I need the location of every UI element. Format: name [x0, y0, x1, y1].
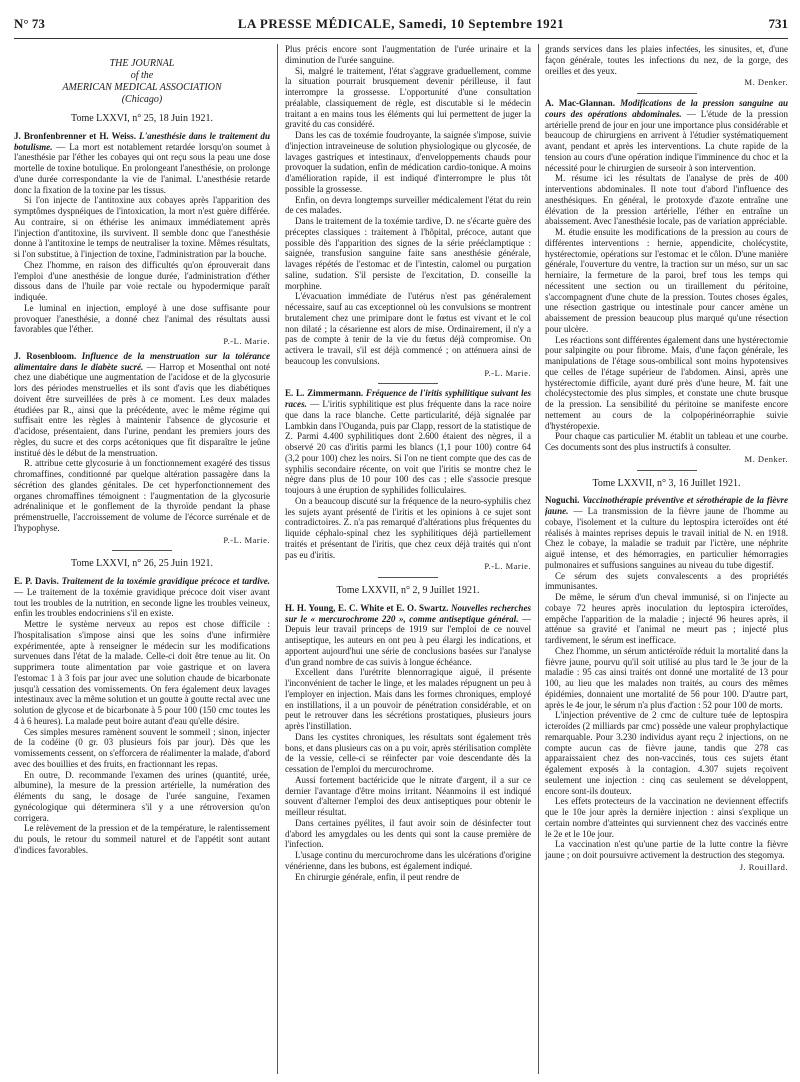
- column-middle: [285, 44, 531, 1076]
- abstract-paragraph: Les réactions sont différentes également dans une hystérectomie pour salpingite ou pour fibrome. Mais, d'une façon générale, les manipulations de l'étage sous-ombilical sont moins hypotensives que celles de l'étage supérieur de l'abdomen. Ainsi, après une hystérectomie difficile, ayant duré près d'une heure, M. fait une cholécystectomie des plus simples, et constate une chute brusque de la pression. La sensibilité du péritoine se manifeste encore nettement au cours de la colpopérinéorraphie suivie d'hystéropexie.: [545, 334, 788, 431]
- abstract-paragraph: Excellent dans l'urétrite blennorragique aiguë, il présente l'inconvénient de tacher le linge, et les malades répugnent un peu à l'employer en injection. Mais dans les formes chroniques, employé en instillations, il a un pouvoir de pénétration considérable, et on peut le retrouver dans les sécrétions prostatiques, plusieurs jours après l'instillation.: [285, 667, 531, 731]
- issue-number: N° 73: [14, 16, 45, 31]
- abstract-continuation: [285, 44, 531, 378]
- abstract-paragraph: Ces simples mesures ramènent souvent le sommeil ; sinon, injecter de la codéine (0 gr. 03 plusieurs fois par jour). Dès que les vomissements cessent, on s'efforcera de réalimenter la malade, d'abord avec des bouillies et des fruits, en fractionnant les repas.: [14, 726, 270, 769]
- journal-title: LA PRESSE MÉDICALE, Samedi, 10 Septembre 1921: [237, 16, 565, 31]
- abstract: [285, 388, 531, 572]
- reviewer-signature: M. Denker.: [744, 77, 788, 88]
- journal-line: of the: [130, 70, 154, 81]
- column-right: [545, 44, 788, 1076]
- abstract-authors: J. Rosenbloom.: [14, 350, 77, 361]
- reviewer-signature: P.-L. Marie.: [484, 367, 531, 378]
- abstract-paragraph: Plus précis encore sont l'augmentation de l'urée urinaire et la diminution de l'urée sanguine.: [285, 44, 531, 65]
- abstract-paragraph: Chez l'homme, un sérum antictéroïde réduit la mortalité dans la fièvre jaune, pourvu qu'il soit utilisé au plus tard le 3e jour de la maladie : 95 cas ainsi traités ont donné une mortalité de 13 pour 100, au lieu que les malades non traités, au cours des mêmes épidémies, donnaient une mortalité de 56 pour 100. D'autre part, après le 4e jour, le sérum n'a plus d'action : 52 pour 100 de morts.: [545, 645, 788, 710]
- abstract-paragraph: Si l'on injecte de l'antitoxine aux cobayes après l'apparition des symptômes dyspnéiques de l'intoxication, la mort n'est guère différée. Au contraire, si on éthérise les animaux immédiatement après l'injection d'antitoxine, ils survivent. Il semble donc que l'anesthésie donne à l'antitoxine le temps de neutraliser la toxine. Mêmes résultats, si l'on substitue, à l'injection de toxine, l'administration par la bouche.: [14, 195, 270, 259]
- abstract-text: — Depuis leur travail princeps de 1919 sur l'emploi de ce nouvel antiseptique, les auteurs en ont peu à peu élargi les indications, et apportent aujourd'hui une série de conclusions basées sur l'analyse d'un grand nombre de cas suivis à longue échéance.: [285, 613, 531, 667]
- abstract-paragraph: On a beaucoup discuté sur la fréquence de la neuro-syphilis chez les sujets ayant présenté de l'iritis et les opinions à ce sujet sont contradictoires. Z. n'a pas remarqué d'altérations plus fréquentes du liquide céphalo-spinal chez les syphilitiques déjà partiellement traités et présentant de l'iritis, que chez ceux déjà traités qui n'ont pas eu d'iritis.: [285, 495, 531, 560]
- column-divider: [277, 44, 278, 1074]
- abstract: [545, 495, 788, 872]
- abstract-text: — L'étude de la pression artérielle prend de jour en jour une importance plus considérable et beaucoup de chirurgiens en arrivent à l'étudier systématiquement avant, pendant et après les interventions. La chute rapide de la tension au cours d'une opération indique l'imminence du choc et la nécessité pour le chirurgien de surseoir à son intervention.: [545, 108, 788, 173]
- abstract-paragraph: Dans le traitement de la toxémie tardive, D. ne s'écarte guère des préceptes classiques : traitement à l'hôpital, précoce, autant que possible dès l'apparition des signes de la série prééclamptique : saignée, transfusion sanguine faite sans anesthésie générale, lavages répétés de l'estomac et de l'intestin, calomel ou purgation saline, sudation. S'il persiste de l'excitation, D. conseille la morphine.: [285, 216, 531, 291]
- abstract-title: Traitement de la toxémie gravidique précoce et tardive.: [61, 576, 270, 586]
- section-rule: [637, 93, 697, 94]
- abstract-text: — La mort est notablement retardée lorsqu'on soumet à l'anesthésie par l'éther les cobayes qui ont reçu sous la peau une dose mortelle de toxine botulique. En prolongeant l'anesthésie, on prolonge d'une durée correspondante la vie de l'animal. L'anesthésie retarde donc la fixation de la toxine par les tissus.: [14, 141, 270, 195]
- volume-heading: Tome LXXVI, n° 25, 18 Juin 1921.: [71, 113, 213, 124]
- abstract-paragraph: De même, le sérum d'un cheval immunisé, si on l'injecte au cobaye 72 heures après inoculation du leptospira icteroïdes, empêche l'apparition de la maladie ; injecté 96 heures après, il atténue sa gravité et l'animal ne meurt pas ; injecté plus tardivement, le sérum est inefficace.: [545, 592, 788, 645]
- abstract-paragraph: Chez l'homme, en raison des difficultés qu'on éprouverait dans l'emploi d'une anesthésie de longue durée, l'administration d'éther dissous dans de l'huile par voie rectale ou hypodermique paraît indiquée.: [14, 259, 270, 302]
- abstract: [14, 131, 270, 347]
- abstract-paragraph: Le luminal en injection, employé à une dose suffisante pour provoquer l'anesthésie, a donné chez l'animal des résultats aussi favorables que l'éther.: [14, 302, 270, 335]
- abstract-text: — Harrop et Mosenthal ont noté chez une diabétique une augmentation de l'acidose et de la glycosurie lors des périodes menstruelles et ils sont d'avis que les diabétiques doivent être surveillées de près à ce moment. Les deux malades étudiées par R., ainsi que la précédente, avec le même régime qui suffisait entre les règles à maintenir l'absence de glycosurie et d'acidose, présentaient, dans l'urine, pendant les premiers jours des règles, du sucre et des corps acétoniques que fit disparaître le jeûne institué dès le début de la menstruation.: [14, 361, 270, 458]
- volume-heading: Tome LXXVI, n° 26, 25 Juin 1921.: [71, 558, 213, 570]
- journal-line: (Chicago): [121, 94, 163, 105]
- abstract-title: Influence de la menstruation sur la tolérance alimentaire dans le diabète sucré.: [14, 350, 270, 372]
- abstract-authors: E. P. Davis.: [14, 576, 59, 586]
- abstract-continuation: [545, 44, 788, 88]
- abstract-paragraph: Mettre le système nerveux au repos est chose difficile : l'hospitalisation s'impose ainsi que les soins d'une infirmière expérimentée, apte à renseigner le médecin sur les modifications survenues dans l'état de la malade. Celle-ci doit être tenue au lit. On supprimera toute alimentation par voie gastrique et on lavera l'estomac 1 à 3 fois par jour avec une solution chaude de bicarbonate jusqu'à cessation des vomissements. On fera également deux lavages intestinaux avec la même solution et un goutte à goutte rectal avec une solution de glycose et de bicarbonate à 5 pour 100 (150 cmc toutes les 4 à 6 heures). La malade peut boire autant d'eau qu'elle désire.: [14, 619, 270, 726]
- abstract-title: Fréquence de l'iritis syphilitique suivant les races.: [285, 388, 531, 409]
- header-rule: [14, 38, 788, 39]
- section-rule: [378, 577, 438, 578]
- reviewer-signature: M. Denker.: [744, 453, 788, 464]
- abstract-paragraph: M. étudie ensuite les modifications de la pression au cours de différentes interventions : hernie, appendicite, cholécystite, hystérectomie, opérations sur l'estomac et le côlon. D'une manière générale, l'ouverture du ventre, la traction sur un méso, sur un sac herniaire, la fermeture de la paroi, bref tous les temps qui nécessitent une section ou un tiraillement du péritoine, s'accompagnent d'une chute de la pression. Toutes choses égales, une résection gastrique ou intestinale pour cancer amène un abaissement de pression beaucoup plus marqué qu'une résection pour ulcère.: [545, 227, 788, 334]
- abstract-paragraph: Dans les cas de toxémie foudroyante, la saignée s'impose, suivie d'injection intraveineuse de solution physiologique ou glycosée, de lavages gastriques et intestinaux, d'enveloppements chauds pour provoquer la sudation, enfin de médication cardio-tonique. A moins d'amélioration rapide, il est indiqué d'interrompre le plus tôt possible la grossesse.: [285, 130, 531, 194]
- journal-line: THE JOURNAL: [109, 58, 175, 69]
- volume-heading: Tome LXXVII, n° 3, 16 Juillet 1921.: [592, 477, 741, 489]
- abstract-paragraph: grands services dans les plaies infectées, les sinusites, et, d'une façon générale, toutes les infections du nez, de la gorge, des oreilles et des yeux.: [545, 44, 788, 76]
- abstract-paragraph: M. résume ici les résultats de l'analyse de près de 400 interventions abdominales. Il note tout d'abord l'influence des anesthésiques. En général, le protoxyde d'azote entraîne une élévation de la pression artérielle, l'éther en entraîne un abaissement. Avec l'anesthésie locale, pas de variation appréciable.: [545, 173, 788, 227]
- abstract: [14, 576, 270, 856]
- abstract-text: — La transmission de la fièvre jaune de l'homme au cobaye, l'isolement et la culture du leptospira icteroïdes ont été réalisés à maintes reprises depuis le travail initial de N. en 1918. Chez le cobaye, la maladie se traduit par l'ictère, une néphrite aiguë intense, et des hémorragies, en particulier hémorragies pulmonaires et suffusions sanguines au niveau du tube digestif.: [545, 506, 788, 570]
- abstract-authors: Noguchi.: [545, 495, 580, 506]
- journal-line: AMERICAN MEDICAL ASSOCIATION: [62, 82, 222, 93]
- abstract-authors: H. H. Young, E. C. White et E. O. Swartz.: [285, 602, 449, 613]
- abstract-authors: E. L. Zimmermann.: [285, 388, 364, 399]
- abstract-paragraph: En outre, D. recommande l'examen des urines (quantité, urée, albumine), la mesure de la pression artérielle, la numération des éléments du sang, le dosage de l'urée sanguine, l'examen gynécologique qui déterminera s'il y a une rétroversion qu'on corrigera.: [14, 769, 270, 823]
- abstract-paragraph: Si, malgré le traitement, l'état s'aggrave graduellement, comme la situation pourrait brusquement devenir périlleuse, il faut interrompre la grossesse. L'opportunité d'une consultation préalable, classiquement de règle, est discutable si le médecin traitant a en mains tous les éléments qui lui permettent de juger la gravité du cas considéré.: [285, 65, 531, 130]
- journal-source-heading: [14, 58, 270, 106]
- abstract-text: — L'iritis syphilitique est plus fréquente dans la race noire que dans la race blanche. Cette particularité, déjà signalée par Lambkin dans l'Ouganda, puis par Clapp, ressort de la statistique de Z. Parmi 4.400 syphilitiques dont 2.600 étaient des nègres, il a observé 20 cas d'iritis parmi les blancs (1,1 pour 100) contre 64 (3,2 pour 100) chez les noirs. Si l'on ne tient compte que des cas de syphilis secondaire récente, on voit que l'iritis se montre chez le nègre dans plus de 10 pour 100 des cas ; elle s'associe presque toujours à une éruption de syphilides folliculaires.: [285, 399, 531, 495]
- abstract-title: L'anesthésie dans le traitement du botulisme.: [14, 130, 270, 152]
- abstract-paragraph: Aussi fortement bactéricide que le nitrate d'argent, il a sur ce dernier l'avantage d'être moins irritant. Néanmoins il est indiqué souvent d'alterner l'emploi des deux antiseptiques pour obtenir le meilleur résultat.: [285, 774, 531, 817]
- abstract-paragraph: Enfin, on devra longtemps surveiller médicalement l'état du rein de ces malades.: [285, 194, 531, 216]
- abstract-authors: A. Mac-Glannan.: [545, 98, 615, 108]
- abstract-paragraph: La vaccination n'est qu'une partie de la lutte contre la fièvre jaune ; on doit poursuivre activement la destruction des stegomya.: [545, 839, 788, 860]
- section-rule: [378, 383, 438, 384]
- page-number: 731: [768, 16, 788, 31]
- abstract-text: — Le traitement de la toxémie gravidique précoce doit viser avant tout les troubles de la nutrition, en seconde ligne les troubles veineux, enfin les troubles endocriniens s'il en existe.: [14, 586, 270, 619]
- abstract-title: Vaccinothérapie préventive et sérothérapie de la fièvre jaune.: [545, 495, 788, 516]
- abstract: [545, 98, 788, 465]
- section-rule: [637, 470, 697, 471]
- abstract-paragraph: Le relèvement de la pression et de la température, le ralentissement du pouls, le retour du sommeil naturel et de l'appétit sont autant d'indices favorables.: [14, 823, 270, 855]
- running-header: [14, 16, 788, 36]
- abstract-title: Nouvelles recherches sur le « mercurochrome 220 », comme antiseptique général.: [285, 602, 531, 624]
- abstract: [285, 603, 531, 883]
- abstract-authors: J. Bronfenbrenner et H. Weiss.: [14, 130, 136, 141]
- column-divider: [538, 44, 539, 1074]
- volume-heading: Tome LXXVII, n° 2, 9 Juillet 1921.: [336, 585, 480, 596]
- abstract-paragraph: Dans certaines pyélites, il faut avoir soin de désinfecter tout d'abord les amygdales ou les dents qui sont la cause première de l'infection.: [285, 817, 531, 850]
- reviewer-signature: P.-L. Marie.: [223, 534, 270, 545]
- reviewer-signature: P.-L. Marie.: [484, 561, 531, 572]
- abstract-paragraph: L'usage continu du mercurochrome dans les ulcérations d'origine vénérienne, dans les bubons, est également indiqué.: [285, 850, 531, 871]
- abstract-title: Modifications de la pression sanguine au cours des opérations abdominales.: [545, 98, 788, 119]
- abstract-paragraph: En chirurgie générale, enfin, il peut rendre de: [295, 871, 460, 882]
- section-rule: [112, 550, 172, 551]
- abstract-paragraph: Les effets protecteurs de la vaccination ne deviennent effectifs que le 10e jour après la dernière injection : ainsi s'explique un certain nombre d'atteintes qui surviennent chez des vaccinés entre le 2e et le 10e jour.: [545, 796, 788, 839]
- reviewer-signature: J. Rouillard.: [739, 861, 788, 872]
- abstract-paragraph: L'évacuation immédiate de l'utérus n'est pas généralement nécessaire, sauf au cas exceptionnel où les convulsions se montrent brutalement chez une primipare dont le fœtus est vivant et le col non dilaté ; la césarienne est alors de mise. Ordinairement, il n'y a pas de compte à tenir de la vie du fœtus déjà compromise. On activera le travail, s'il est déjà commencé ; on atténuera ainsi de beaucoup les convulsions.: [285, 291, 531, 366]
- abstract-paragraph: Ce sérum des sujets convalescents a des propriétés immunisantes.: [545, 570, 788, 592]
- reviewer-signature: P.-L. Marie.: [223, 336, 270, 346]
- abstract-paragraph: Pour chaque cas particulier M. établit un tableau et une courbe. Ces documents sont des plus instructifs à consulter.: [545, 431, 788, 452]
- abstract-paragraph: Dans les cystites chroniques, les résultats sont également très bons, et dans plusieurs cas on a pu voir, après stérilisation complète de la vessie, celle-ci se réinfecter par voie descendante dès la cessation de l'emploi du mercurochrome.: [285, 731, 531, 774]
- abstract: [14, 351, 270, 546]
- abstract-paragraph: L'injection préventive de 2 cmc de culture tuée de leptospira icteroïdes (2 milliards par cmc) possède une valeur prophylactique remarquable. Pour 3.230 individus ayant reçu 2 injections, on ne compte aucun cas de fièvre jaune, tandis que 278 cas apparaissaient chez des non-vaccinés, tous ces sujets étant également exposés à la contagion. 4.307 sujets reçoivent seulement une injection : cinq cas seulement se développent, encore sont-ils douteux.: [545, 710, 788, 796]
- abstract-paragraph: R. attribue cette glycosurie à un fonctionnement exagéré des tissus chromaffines, conditionné par quelque altération passagère dans la sécrétion des glandes génitales. De cet hyperfonctionnement des organes chromaffines témoignent : l'augmentation de la glycosurie adrénalinique et le gonflement de la thyroïde pendant la phase prémenstruelle, l'accroissement de volume de l'écorce surrénale et de l'hypophyse.: [14, 458, 270, 533]
- column-left: [14, 44, 270, 1076]
